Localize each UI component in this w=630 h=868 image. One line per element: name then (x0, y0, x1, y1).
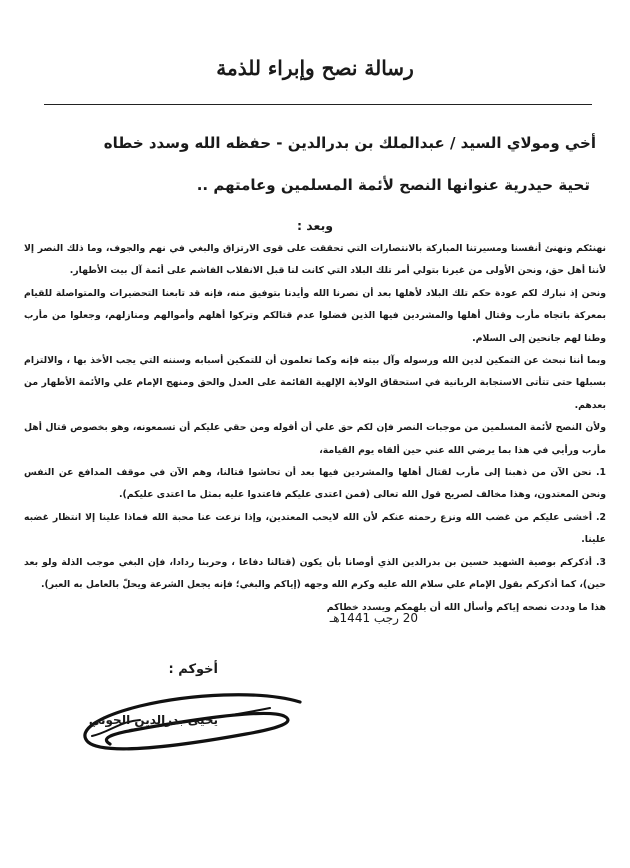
transition-heading: وبعد : (296, 218, 334, 233)
letter-date: 20 رجب 1441هـ (329, 611, 418, 625)
numbered-point-1: 1. نحن الآن من ذهبنا إلى مأرب لقتال أهلها والمشردين فيها بعد أن تحاشوا قتالنا، وهم الآن في موقف المدافع عن النفس ونحن المعتدون، وهذا مخالف لصريح قول الله تعالى (فمن اعتدى عليكم فاعتدوا عليه بمثل ما اعتدى عليكم). (24, 467, 606, 501)
body-paragraph: ونحن إذ نبارك لكم عودة حكم تلك البلاد لأهلها بعد أن نصرنا الله وأيدنا بتوفيق منه، فإنه قد تابعنا التحضيرات والمتواصلة للقيام بمعركة باتجاه مأرب وقتال أهلها والمشردين فيها الذين فضلوا عدم قتالكم وتركوا أهلهم وأموالهم ومنازلهم، وجعلوا من مأرب وطنا لهم جانحين إلى السلام. (24, 287, 606, 344)
numbered-point-2: 2. أخشى عليكم من غضب الله ونزع رحمته عنكم لأن الله لايحب المعتدين، وإذا نزعت عنا محبة الله فماذا علينا إلا انتظار غضبه علينا. (24, 511, 606, 546)
body-paragraph: نهنئكم ونهنئ أنفسنا ومسيرتنا المباركة بالانتصارات التي تحققت على قوى الارتزاق والبغي في نهم والجوف، وما ذلك النصر إلا لأننا أهل حق، ونحن الأولى من غيرنا بتولي أمر تلك البلاد التي كانت لنا قبل الانقلاب الفاشم على أئمة آل بيت الأطهار. (24, 243, 606, 277)
title-divider (44, 104, 592, 105)
body-paragraph: وبما أننا نبحث عن التمكين لدين الله ورسوله وآل بيته فإنه وكما تعلمون أن للتمكين أسبابه وسننه التي يجب الأخذ بها ، والالتزام بسبلها حتى تتأتى الاستجابة الربانية في استحقاق الولاية الإلهية القائمة على العدل والحق ومنهج الإمام علي والأئمة الأطهار من بعدهم. (24, 355, 606, 411)
addressee-line: أخي ومولاي السيد / عبدالملك بن بدرالدين - حفظه الله وسدد خطاه (103, 134, 596, 152)
signature-name: يحيى بدرالدين الحوثي (88, 713, 218, 727)
body-paragraph: ولأن النصح لأئمة المسلمين من موجبات النصر فإن لكم حق علي أن أقوله ومن حقي عليكم أن تسمعونه، وهو بخصوص قتال أهل مأرب ورأيي في هذا بما يرضي الله عني حين ألقاه يوم القيامة، (24, 422, 606, 456)
letter-title: رسالة نصح وإبراء للذمة (216, 56, 414, 80)
closing-salutation: أخوكم : (168, 662, 218, 677)
closing-paragraph: هذا ما وددت نصحه إياكم وأسأل الله أن يلهمكم ويسدد خطاكم (326, 601, 606, 613)
numbered-point-3: 3. أذكركم بوصية الشهيد حسين بن بدرالدين الذي أوصانا بأن يكون (قتالنا دفاعا ، وحربنا ردادا، فإن البغي موجب الذلة ولو بعد حين)، كما أذكركم بقول الإمام علي سلام الله عليه وكرم الله وجهه (إياكم والبغي؛ فإنه يجعل الشرعة ويحلّ بالعامل به العبر). (24, 556, 606, 591)
letter-body (24, 238, 606, 619)
greeting-line: تحية حيدرية عنوانها النصح لأئمة المسلمين وعامتهم .. (196, 176, 590, 194)
